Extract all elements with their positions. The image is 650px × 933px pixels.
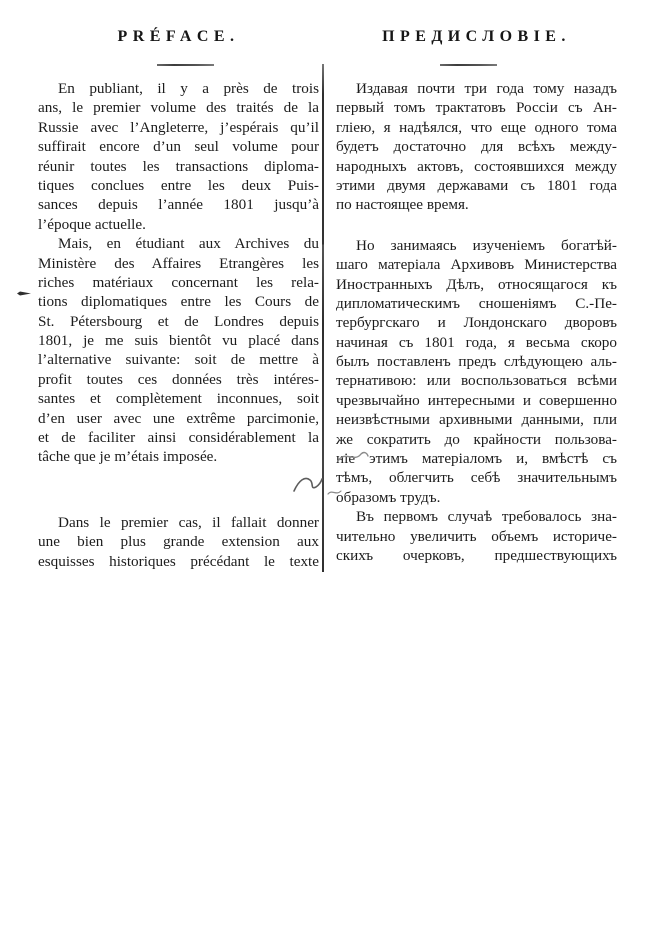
text-line: et de faciliter ainsi considérablement la bbox=[38, 429, 319, 447]
column-divider-rule bbox=[322, 64, 324, 572]
text-line: по настоящее время. bbox=[336, 196, 469, 214]
text-line: 1801, je me suis bientôt vu placé dans bbox=[38, 332, 319, 350]
text-line: же сократить до крайности пользова- bbox=[336, 430, 617, 448]
header-rule-french bbox=[157, 64, 214, 66]
text-line: tions diplomatiques entre les Cours de bbox=[38, 293, 319, 311]
text-line: гліею, я надѣялся, что еще одного тома bbox=[336, 118, 617, 136]
text-line: образомъ трудъ. bbox=[336, 488, 441, 506]
text-line: réunir toutes les transactions diploma- bbox=[38, 157, 319, 175]
paragraph bbox=[336, 79, 617, 215]
text-line: начиная съ 1801 года, я весьма скоро bbox=[336, 333, 617, 351]
text-line: santes et complètement inconnues, soit bbox=[38, 390, 319, 408]
text-line: народныхъ актовъ, состоявшихся между bbox=[336, 157, 617, 175]
text-line: d’en user avec une extrême parcimonie, bbox=[38, 409, 319, 427]
russian-column-text bbox=[336, 79, 617, 565]
header-rule-russian bbox=[440, 64, 497, 66]
text-line: первый томъ трактатовъ Россіи съ Ан- bbox=[336, 99, 617, 117]
paragraph bbox=[336, 236, 617, 507]
paragraph bbox=[38, 79, 319, 234]
text-line: profit toutes ces données très intéres- bbox=[38, 370, 319, 388]
text-line: неизвѣстными архивными данными, пли bbox=[336, 411, 617, 429]
text-line: будетъ достаточно для всѣхъ между- bbox=[336, 138, 617, 156]
paragraph bbox=[38, 234, 319, 467]
text-line: Издавая почти три года тому назадъ bbox=[356, 80, 617, 97]
text-line: скихъ очерковъ, предшествующихъ bbox=[336, 546, 617, 564]
text-line: чительно увеличить объемъ историче- bbox=[336, 527, 617, 545]
margin-arrow-ink-mark bbox=[16, 289, 32, 298]
text-line: sances depuis l’année 1801 jusqu’à bbox=[38, 196, 319, 214]
text-line: тѣмъ, облегчить себѣ значительнымъ bbox=[336, 469, 617, 487]
text-line: Dans le premier cas, il fallait donner bbox=[58, 513, 319, 531]
text-line: дипломатическимъ сношеніямъ С.-Пе- bbox=[336, 294, 617, 312]
text-line: tâche que je m’étais imposée. bbox=[38, 448, 218, 466]
text-line: En publiant, il y a près de trois bbox=[58, 80, 319, 97]
text-line: тернативою: или воспользоваться всѣми bbox=[336, 372, 617, 390]
text-line: Въ первомъ случаѣ требовалось зна- bbox=[356, 508, 617, 526]
text-line: une bien plus grande extension aux bbox=[38, 533, 319, 551]
text-line: l’époque actuelle. bbox=[38, 215, 146, 233]
text-line: Иностранныхъ Дѣлъ, относящагося къ bbox=[336, 275, 617, 293]
text-line: Mais, en étudiant aux Archives du bbox=[58, 235, 319, 253]
text-line: Ministère des Affaires Etrangères les bbox=[38, 254, 319, 272]
text-line: esquisses historiques précédant le texte bbox=[38, 552, 319, 570]
text-line: l’alternative suivante: soit de mettre à bbox=[38, 351, 319, 369]
russian-column-header: ПРЕДИСЛОВІЕ. bbox=[382, 28, 571, 45]
text-line: шаго матеріала Архивовъ Министерства bbox=[336, 256, 617, 274]
text-line: Но занимаясь изученіемъ богатѣй- bbox=[356, 236, 617, 254]
french-column-text bbox=[38, 79, 319, 571]
text-line: St. Pétersbourg et de Londres depuis bbox=[38, 312, 319, 330]
text-line: ans, le premier volume des traités de la bbox=[38, 99, 319, 117]
text-line: былъ поставленъ предъ слѣдующею аль- bbox=[336, 353, 617, 371]
text-line: riches matériaux concernant les rela- bbox=[38, 273, 319, 291]
text-line: чрезвычайно интересными и совершенно bbox=[336, 391, 617, 409]
french-column-header: PRÉFACE. bbox=[117, 28, 240, 45]
paragraph bbox=[336, 507, 617, 565]
text-line: этими двумя державами съ 1801 года bbox=[336, 176, 617, 194]
text-line: suffirait encore d’un seul volume pour bbox=[38, 138, 319, 156]
text-line: tiques conclues entre les deux Puis- bbox=[38, 176, 319, 194]
text-line: Russie avec l’Angleterre, j’espérais qu’il bbox=[38, 118, 319, 136]
text-line: ніе этимъ матеріаломъ и, вмѣстѣ съ bbox=[336, 450, 617, 468]
text-line: тербургскаго и Лондонскаго дворовъ bbox=[336, 314, 617, 332]
paragraph bbox=[38, 513, 319, 571]
